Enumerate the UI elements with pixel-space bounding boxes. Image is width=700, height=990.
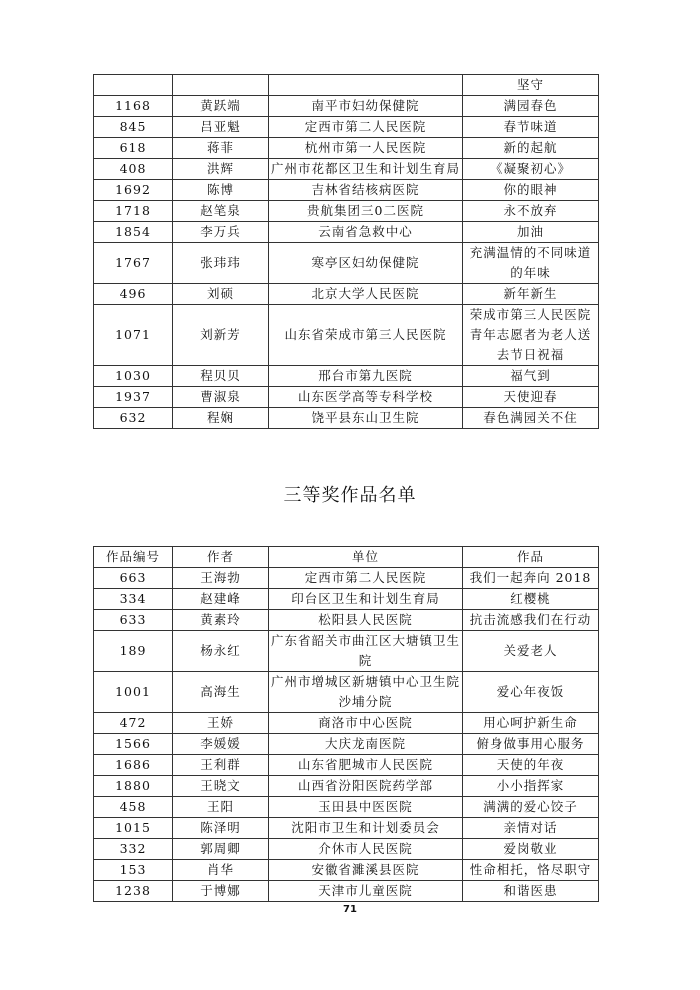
cell-id: 1880 (94, 776, 173, 797)
cell-author: 郭周卿 (173, 839, 269, 860)
table-row (94, 305, 599, 366)
cell-id: 1015 (94, 818, 173, 839)
cell-work: 抗击流感我们在行动 (463, 610, 599, 631)
cell-work: 用心呵护新生命 (463, 713, 599, 734)
table-row (94, 568, 599, 589)
cell-author: 王海勃 (173, 568, 269, 589)
cell-work: 满园春色 (463, 96, 599, 117)
cell-unit: 山东省肥城市人民医院 (269, 755, 463, 776)
section-title: 三等奖作品名单 (283, 485, 417, 506)
cell-unit: 定西市第二人民医院 (269, 568, 463, 589)
cell-work: 亲情对话 (463, 818, 599, 839)
cell-unit (269, 75, 463, 96)
cell-unit: 山东医学高等专科学校 (269, 387, 463, 408)
cell-work: 你的眼神 (463, 180, 599, 201)
header-id: 作品编号 (94, 547, 173, 568)
table-row (94, 201, 599, 222)
cell-work: 性命相托，恪尽职守 (463, 860, 599, 881)
cell-id: 845 (94, 117, 173, 138)
table-row (94, 839, 599, 860)
cell-work: 关爱老人 (463, 631, 599, 672)
cell-unit: 商洛市中心医院 (269, 713, 463, 734)
cell-work: 加油 (463, 222, 599, 243)
cell-author (173, 75, 269, 96)
cell-unit: 安徽省濉溪县医院 (269, 860, 463, 881)
cell-id: 408 (94, 159, 173, 180)
cell-author: 赵建峰 (173, 589, 269, 610)
cell-author: 高海生 (173, 672, 269, 713)
cell-id: 1686 (94, 755, 173, 776)
cell-id: 153 (94, 860, 173, 881)
cell-unit: 介休市人民医院 (269, 839, 463, 860)
table1-body (94, 75, 599, 429)
cell-unit: 沈阳市卫生和计划委员会 (269, 818, 463, 839)
cell-unit: 玉田县中医医院 (269, 797, 463, 818)
cell-id: 1168 (94, 96, 173, 117)
cell-author: 王利群 (173, 755, 269, 776)
cell-author: 王娇 (173, 713, 269, 734)
cell-author: 陈博 (173, 180, 269, 201)
cell-work: 坚守 (463, 75, 599, 96)
cell-unit: 广州市花都区卫生和计划生育局 (269, 159, 463, 180)
cell-unit: 邢台市第九医院 (269, 366, 463, 387)
table-row (94, 797, 599, 818)
cell-id: 1071 (94, 305, 173, 366)
cell-author: 于博娜 (173, 881, 269, 902)
cell-work: 《凝聚初心》 (463, 159, 599, 180)
cell-work: 小小指挥家 (463, 776, 599, 797)
table-row (94, 222, 599, 243)
cell-unit: 南平市妇幼保健院 (269, 96, 463, 117)
cell-id: 332 (94, 839, 173, 860)
cell-id: 1692 (94, 180, 173, 201)
cell-work: 满满的爱心饺子 (463, 797, 599, 818)
cell-id: 633 (94, 610, 173, 631)
cell-unit: 云南省急救中心 (269, 222, 463, 243)
table-row (94, 610, 599, 631)
cell-id: 1718 (94, 201, 173, 222)
cell-author: 李媛媛 (173, 734, 269, 755)
cell-work: 荣成市第三人民医院青年志愿者为老人送去节日祝福 (463, 305, 599, 366)
cell-id: 618 (94, 138, 173, 159)
cell-author: 黄素玲 (173, 610, 269, 631)
cell-work: 永不放弃 (463, 201, 599, 222)
cell-work: 我们一起奔向 2018 (463, 568, 599, 589)
cell-unit: 印台区卫生和计划生育局 (269, 589, 463, 610)
cell-author: 李万兵 (173, 222, 269, 243)
cell-author: 程娴 (173, 408, 269, 429)
cell-author: 张玮玮 (173, 243, 269, 284)
cell-work: 新的起航 (463, 138, 599, 159)
table-row (94, 881, 599, 902)
cell-id: 663 (94, 568, 173, 589)
cell-work: 新年新生 (463, 284, 599, 305)
table-row (94, 243, 599, 284)
header-unit: 单位 (269, 547, 463, 568)
cell-work: 爱心年夜饭 (463, 672, 599, 713)
cell-id: 632 (94, 408, 173, 429)
cell-work: 春节味道 (463, 117, 599, 138)
cell-work: 春色满园关不住 (463, 408, 599, 429)
cell-id: 1238 (94, 881, 173, 902)
page-number: 71 (343, 904, 357, 915)
table-row (94, 776, 599, 797)
cell-work: 天使迎春 (463, 387, 599, 408)
cell-id: 496 (94, 284, 173, 305)
cell-unit: 大庆龙南医院 (269, 734, 463, 755)
cell-unit: 寒亭区妇幼保健院 (269, 243, 463, 284)
cell-author: 曹淑泉 (173, 387, 269, 408)
table-row (94, 159, 599, 180)
table-row (94, 117, 599, 138)
cell-work: 俯身做事用心服务 (463, 734, 599, 755)
cell-unit: 山西省汾阳医院药学部 (269, 776, 463, 797)
cell-id: 334 (94, 589, 173, 610)
third-prize-table (93, 546, 599, 902)
cell-id: 1030 (94, 366, 173, 387)
cell-author: 赵笔泉 (173, 201, 269, 222)
cell-unit: 天津市儿童医院 (269, 881, 463, 902)
cell-id: 1001 (94, 672, 173, 713)
cell-id: 458 (94, 797, 173, 818)
cell-author: 洪辉 (173, 159, 269, 180)
table-row (94, 75, 599, 96)
cell-author: 刘硕 (173, 284, 269, 305)
cell-id: 1566 (94, 734, 173, 755)
cell-author: 肖华 (173, 860, 269, 881)
table-row (94, 387, 599, 408)
cell-work: 和谐医患 (463, 881, 599, 902)
cell-work: 红樱桃 (463, 589, 599, 610)
cell-unit: 饶平县东山卫生院 (269, 408, 463, 429)
table-row (94, 818, 599, 839)
cell-work: 天使的年夜 (463, 755, 599, 776)
cell-unit: 北京大学人民医院 (269, 284, 463, 305)
table-header-row (94, 547, 599, 568)
table-row (94, 672, 599, 713)
award-table-continued (93, 74, 599, 429)
table-row (94, 138, 599, 159)
cell-author: 王阳 (173, 797, 269, 818)
cell-author: 蒋菲 (173, 138, 269, 159)
cell-author: 王晓文 (173, 776, 269, 797)
table-row (94, 734, 599, 755)
header-work: 作品 (463, 547, 599, 568)
cell-work: 爱岗敬业 (463, 839, 599, 860)
cell-id: 189 (94, 631, 173, 672)
cell-id: 472 (94, 713, 173, 734)
table-row (94, 408, 599, 429)
cell-unit: 贵航集团三0二医院 (269, 201, 463, 222)
table2-body (94, 568, 599, 902)
table-row (94, 366, 599, 387)
table-row (94, 96, 599, 117)
table-row (94, 631, 599, 672)
table-row (94, 860, 599, 881)
cell-unit: 广州市增城区新塘镇中心卫生院沙埔分院 (269, 672, 463, 713)
cell-id (94, 75, 173, 96)
table-row (94, 180, 599, 201)
table-row (94, 755, 599, 776)
cell-unit: 杭州市第一人民医院 (269, 138, 463, 159)
cell-work: 充满温情的不同味道的年味 (463, 243, 599, 284)
cell-unit: 定西市第二人民医院 (269, 117, 463, 138)
cell-unit: 山东省荣成市第三人民医院 (269, 305, 463, 366)
cell-author: 刘新芳 (173, 305, 269, 366)
cell-author: 杨永红 (173, 631, 269, 672)
cell-work: 福气到 (463, 366, 599, 387)
cell-id: 1767 (94, 243, 173, 284)
cell-id: 1937 (94, 387, 173, 408)
header-author: 作者 (173, 547, 269, 568)
cell-author: 程贝贝 (173, 366, 269, 387)
table-row (94, 589, 599, 610)
cell-author: 吕亚魁 (173, 117, 269, 138)
cell-id: 1854 (94, 222, 173, 243)
cell-unit: 广东省韶关市曲江区大塘镇卫生院 (269, 631, 463, 672)
cell-unit: 吉林省结核病医院 (269, 180, 463, 201)
cell-unit: 松阳县人民医院 (269, 610, 463, 631)
cell-author: 陈泽明 (173, 818, 269, 839)
table-row (94, 713, 599, 734)
cell-author: 黄跃端 (173, 96, 269, 117)
table-row (94, 284, 599, 305)
